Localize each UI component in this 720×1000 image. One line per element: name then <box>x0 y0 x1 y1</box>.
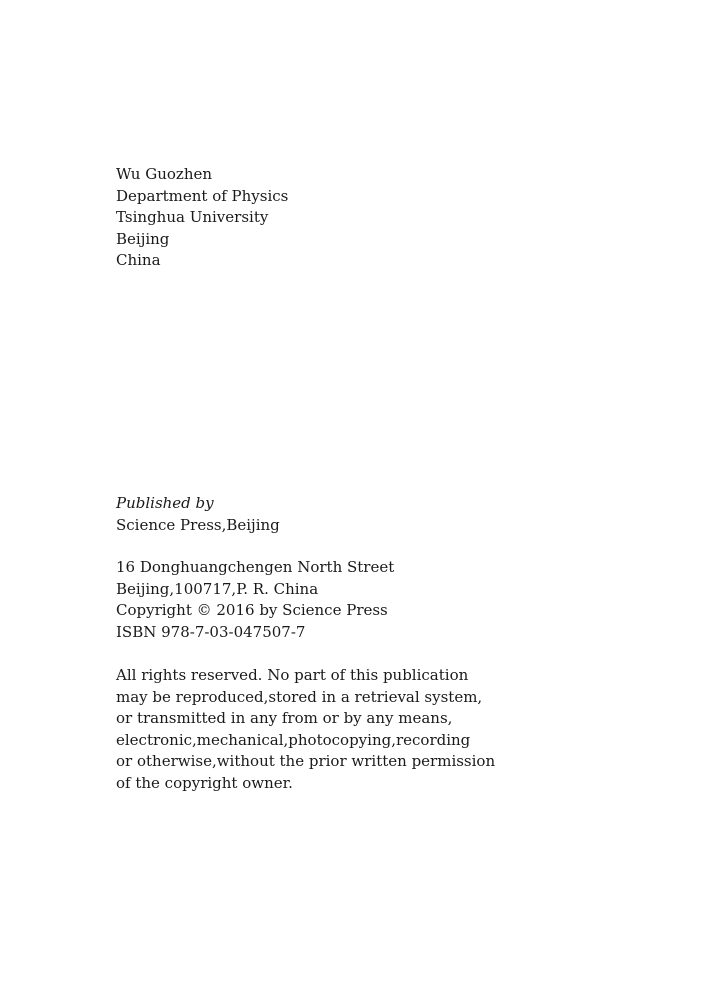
author-department: Department of Physics <box>116 186 289 205</box>
address-street: 16 Donghuangchengen North Street <box>116 558 395 576</box>
author-country: China <box>116 251 161 269</box>
rights-line: or otherwise,without the prior written permission <box>116 752 496 770</box>
rights-line: or transmitted in any from or by any means, <box>116 709 453 727</box>
rights-line: electronic,mechanical,photocopying,recording <box>116 730 471 749</box>
published-by-heading: Published by <box>116 494 214 512</box>
author-university: Tsinghua University <box>116 208 269 226</box>
author-city: Beijing <box>116 229 170 248</box>
copyright-notice: Copyright © 2016 by Science Press <box>116 601 388 619</box>
author-affiliation <box>116 164 288 272</box>
rights-line: of the copyright owner. <box>116 773 293 792</box>
address-city-postcode: Beijing,100717,P. R. China <box>116 579 319 598</box>
author-name: Wu Guozhen <box>116 165 213 183</box>
rights-line: may be reproduced,stored in a retrieval system, <box>116 687 483 706</box>
publisher-info <box>116 493 280 536</box>
publisher-address <box>116 557 394 643</box>
isbn: ISBN 978-7-03-047507-7 <box>116 622 306 641</box>
rights-line: All rights reserved. No part of this publication <box>116 666 469 684</box>
publisher-name: Science Press,Beijing <box>116 515 280 534</box>
rights-statement <box>116 665 495 794</box>
